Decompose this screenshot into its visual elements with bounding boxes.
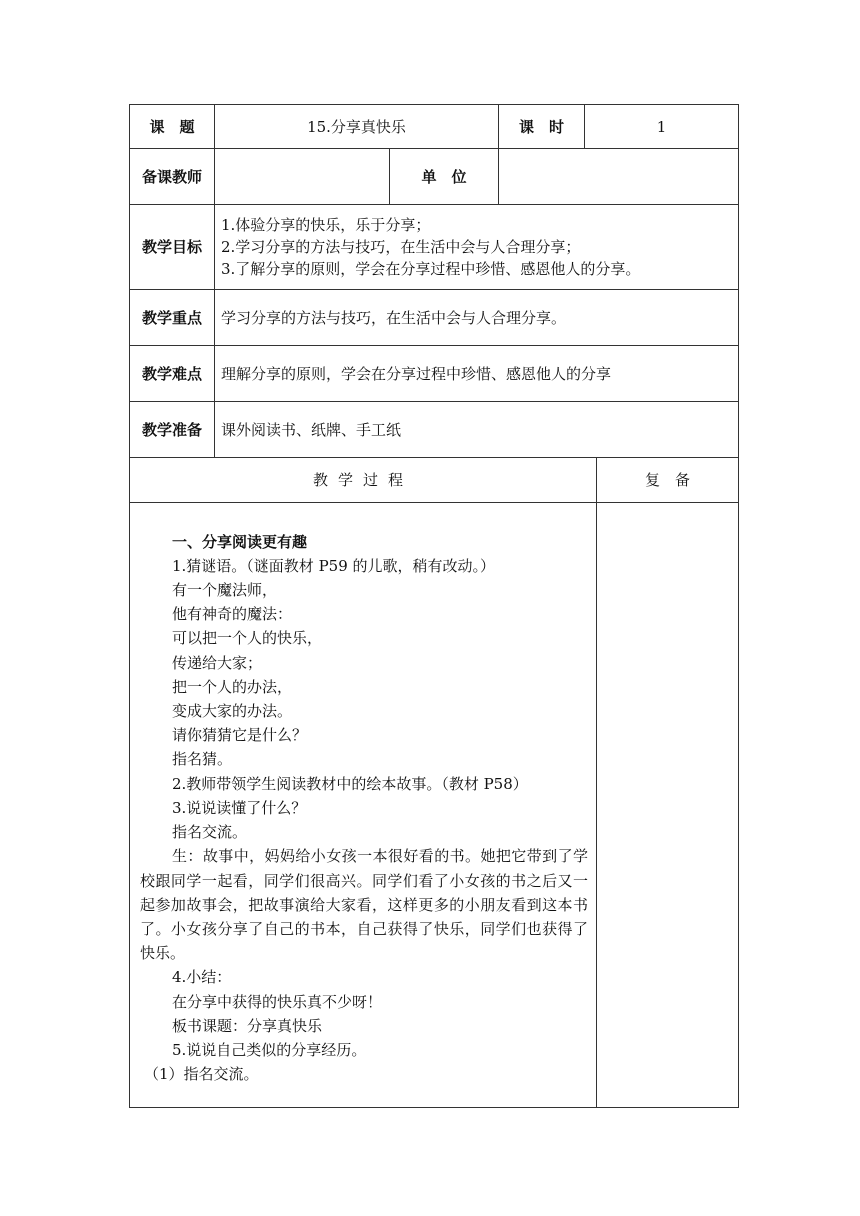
review-content xyxy=(597,503,739,1108)
key-points-label: 教学重点 xyxy=(130,290,215,346)
story-paragraph: 生：故事中，妈妈给小女孩一本很好看的书。她把它带到了学校跟同学一起看，同学们很高兴。同学们看了小女孩的书之后又一起参加故事会，把故事演给大家看，这样更多的小朋友看到这本书了。小女孩分享了自己的书本，自己获得了快乐，同学们也获得了快乐。 xyxy=(140,847,589,963)
preparation-label: 教学准备 xyxy=(130,402,215,458)
goals-label: 教学目标 xyxy=(130,205,215,290)
process-line: 2.教师带领学生阅读教材中的绘本故事。（教材 P58） xyxy=(172,774,528,793)
process-line: 指名交流。 xyxy=(172,823,248,842)
hours-value: 1 xyxy=(585,105,739,149)
process-line: 把一个人的办法， xyxy=(172,677,293,696)
process-line: 变成大家的办法。 xyxy=(172,702,293,721)
goals-content xyxy=(215,205,739,290)
process-line: 5.说说自己类似的分享经历。 xyxy=(172,1040,367,1059)
process-body-row xyxy=(130,503,739,1108)
process-header: 教学过程 xyxy=(130,458,597,503)
lesson-plan-table xyxy=(129,104,739,1108)
process-line: 1.猜谜语。（谜面教材 P59 的儿歌，稍有改动。） xyxy=(172,556,496,575)
process-line: 在分享中获得的快乐真不少呀！ xyxy=(172,992,383,1011)
difficulties-row xyxy=(130,346,739,402)
goal-item: 3.了解分享的原则，学会在分享过程中珍惜、感恩他人的分享。 xyxy=(221,260,641,278)
teacher-row xyxy=(130,149,739,205)
process-line: 可以把一个人的快乐， xyxy=(172,629,323,648)
process-line: 4.小结： xyxy=(172,968,232,987)
goal-item: 2.学习分享的方法与技巧，在生活中会与人合理分享； xyxy=(221,238,581,256)
section-title: 一、分享阅读更有趣 xyxy=(172,532,308,551)
process-line: 板书课题：分享真快乐 xyxy=(172,1016,323,1035)
process-content xyxy=(130,503,597,1108)
goals-row xyxy=(130,205,739,290)
topic-label: 课 题 xyxy=(130,105,215,149)
preparation-value: 课外阅读书、纸牌、手工纸 xyxy=(215,402,739,458)
difficulties-label: 教学难点 xyxy=(130,346,215,402)
process-line: 传递给大家； xyxy=(172,653,263,672)
topic-value: 15.分享真快乐 xyxy=(215,105,499,149)
teacher-value xyxy=(215,149,390,205)
process-line: 3.说说读懂了什么？ xyxy=(172,798,307,817)
topic-row xyxy=(130,105,739,149)
process-line: 指名猜。 xyxy=(172,750,233,769)
process-line: 有一个魔法师， xyxy=(172,581,278,600)
unit-label: 单 位 xyxy=(390,149,499,205)
difficulties-value: 理解分享的原则，学会在分享过程中珍惜、感恩他人的分享 xyxy=(215,346,739,402)
hours-label: 课 时 xyxy=(499,105,585,149)
preparation-row xyxy=(130,402,739,458)
goal-item: 1.体验分享的快乐，乐于分享； xyxy=(221,216,431,234)
process-header-row xyxy=(130,458,739,503)
unit-value xyxy=(499,149,739,205)
review-header: 复 备 xyxy=(597,458,739,503)
teacher-label: 备课教师 xyxy=(130,149,215,205)
key-points-value: 学习分享的方法与技巧，在生活中会与人合理分享。 xyxy=(215,290,739,346)
process-line: 请你猜猜它是什么？ xyxy=(172,726,308,745)
process-line: 他有神奇的魔法： xyxy=(172,605,293,624)
key-points-row xyxy=(130,290,739,346)
process-line: （1）指名交流。 xyxy=(144,1065,259,1084)
